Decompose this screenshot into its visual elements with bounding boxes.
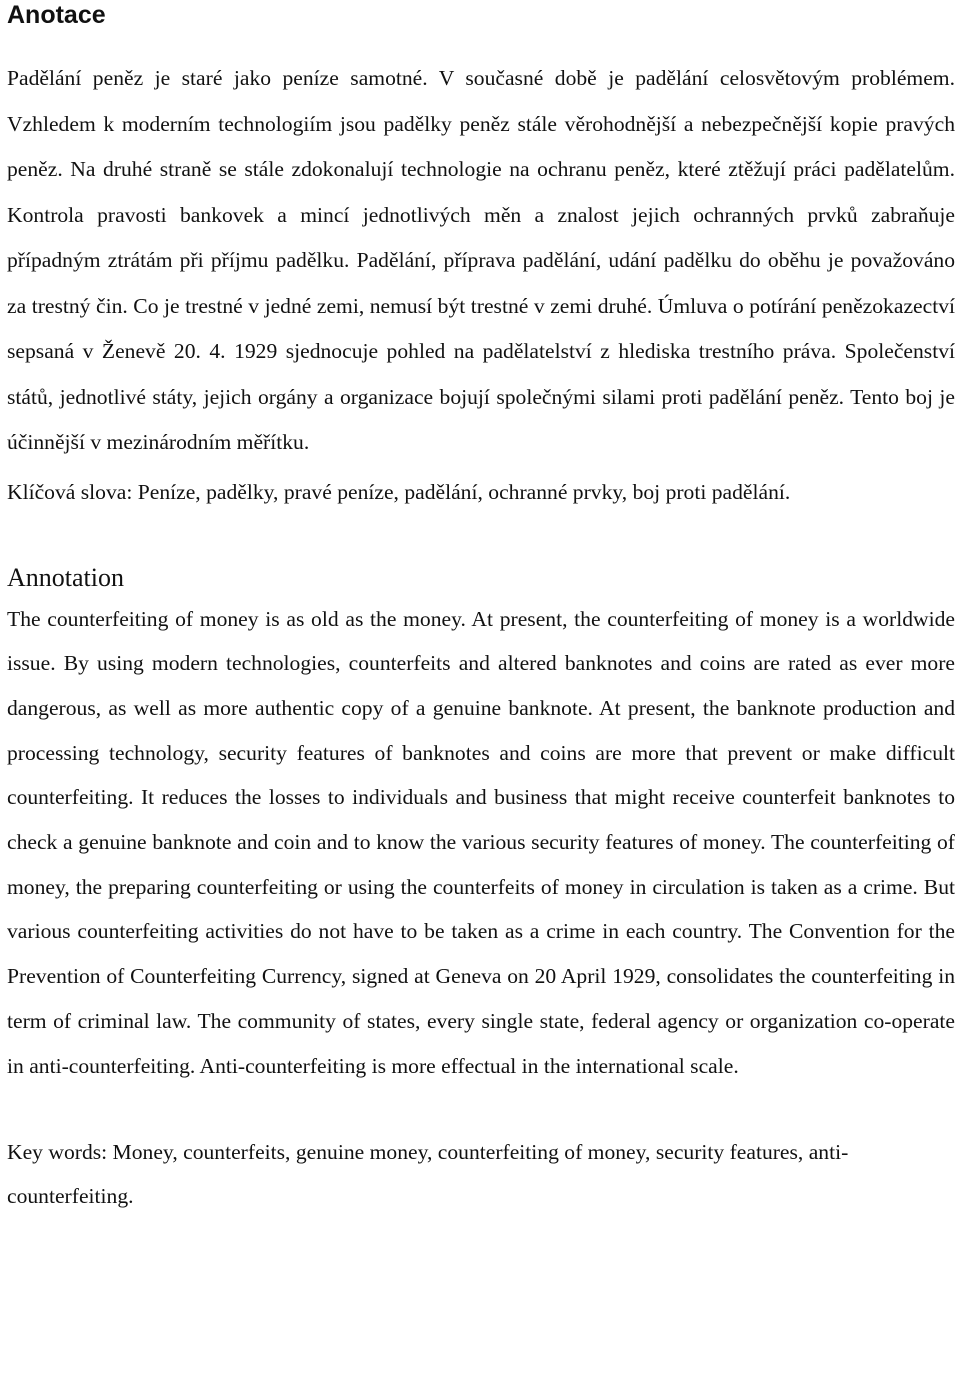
english-heading: Annotation [7,562,124,592]
english-abstract: The counterfeiting of money is as old as the money. At present, the counterfeiting of money is a worldwide issue. By using modern technologies, counterfeits and altered banknotes and coins are rated as ever more dangerous, as well as more authentic copy of a genuine banknote. At present, the banknote production and processing technology, security features of banknotes and coins are more that prevent or make difficult counterfeiting. It reduces the losses to individuals and business that might receive counterfeit banknotes to check a genuine banknote and coin and to know the various security features of money. The counterfeiting of money, the preparing counterfeiting or using the counterfeits of money in circulation is taken as a crime. But various counterfeiting activities do not have to be taken as a crime in each country. The Convention for the Prevention of Counterfeiting Currency, signed at Geneva on 20 April 1929, consolidates the counterfeiting in term of criminal law. The community of states, every single state, federal agency or organization co-operate in anti-counterfeiting. Anti-counterfeiting is more effectual in the international scale. [7,606,955,1078]
english-keywords: Key words: Money, counterfeits, genuine money, counterfeiting of money, security features, anti-counterfeiting. [7,1140,849,1209]
czech-abstract: Padělání peněz je staré jako peníze samotné. V současné době je padělání celosvětovým problémem. Vzhledem k moderním technologiím jsou padělky peněz stále věrohodnější a nebezpečnější kopie pravých peněz. Na druhé straně se stále zdokonalují technologie na ochranu peněz, které ztěžují práci padělatelům. Kontrola pravosti bankovek a mincí jednotlivých měn a znalost jejich ochranných prvků zabraňuje případným ztrátám při příjmu padělku. Padělání, příprava padělání, udání padělku do oběhu je považováno za trestný čin. Co je trestné v jedné zemi, nemusí být trestné v zemi druhé. Úmluva o potírání penězokazectví sepsaná v Ženevě 20. 4. 1929 sjednocuje pohled na padělatelství z hlediska trestního práva. Společenství států, jednotlivé státy, jejich orgány a organizace bojují společnými silami proti padělání peněz. Tento boj je účinnější v mezinárodním měřítku. [7,66,955,454]
czech-annotation-section [7,0,955,507]
document-page [7,0,955,1218]
english-annotation-section [7,563,955,1219]
czech-keywords: Klíčová slova: Peníze, padělky, pravé peníze, padělání, ochranné prvky, boj proti padělání. [7,479,791,504]
czech-heading: Anotace [7,1,106,29]
